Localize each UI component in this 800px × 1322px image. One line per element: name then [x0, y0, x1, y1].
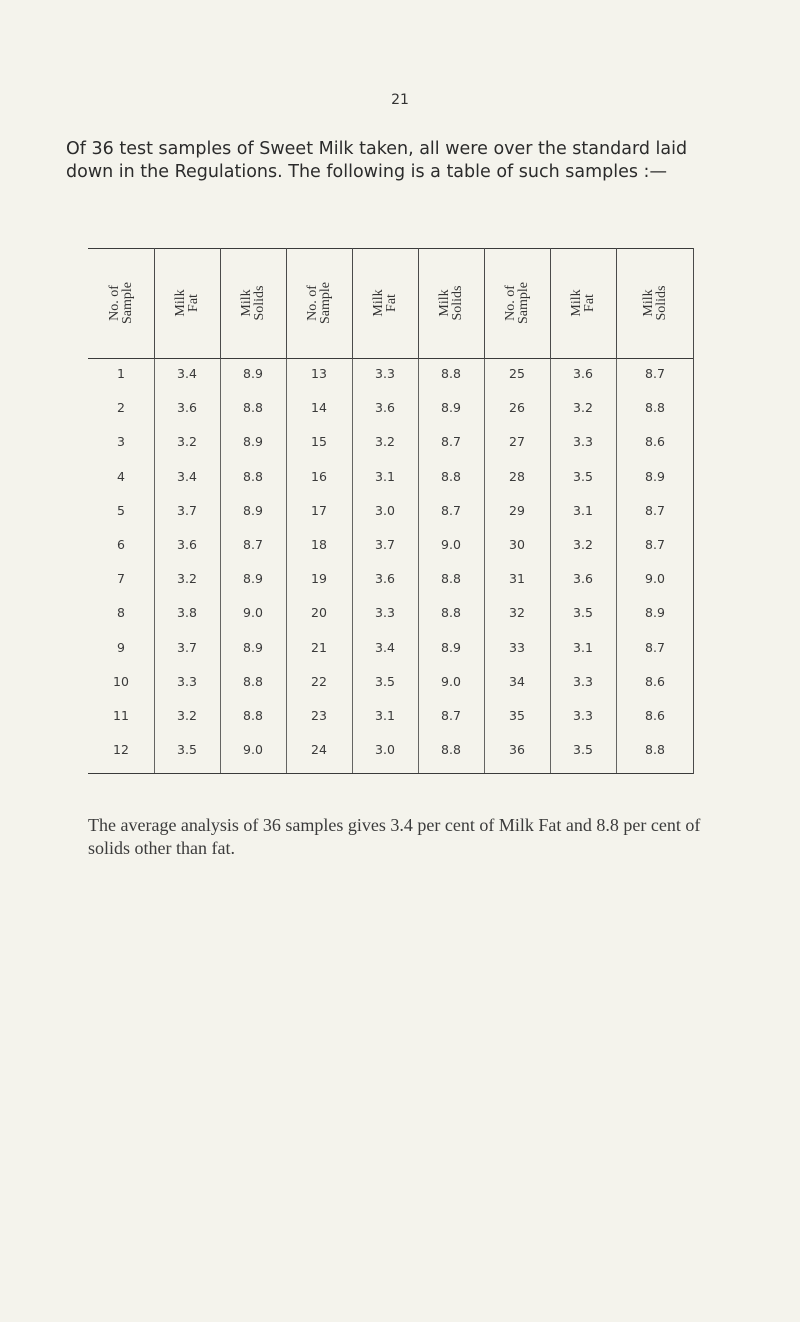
- summary-paragraph: The average analysis of 36 samples gives 3.4 per cent of Milk Fat and 8.8 per cent of solids other than fat.: [88, 815, 701, 858]
- table-cell: 11: [113, 708, 129, 723]
- table-cell: 25: [509, 366, 525, 381]
- table-cell: 3.7: [375, 537, 395, 552]
- column-header-label: Milk Solids: [239, 285, 267, 321]
- table-header-rule: [88, 358, 694, 359]
- table-cell: 3.2: [573, 537, 593, 552]
- table-cell: 14: [311, 400, 327, 416]
- table-cell: 3.1: [573, 502, 593, 518]
- table-cell: 3.7: [177, 502, 197, 518]
- table-cell: 3.2: [177, 434, 197, 450]
- table-cell: 3.6: [375, 400, 395, 416]
- table-cell: 28: [509, 468, 525, 484]
- table-cell: 15: [311, 434, 327, 450]
- column-header: [418, 248, 484, 358]
- table-cell: 3.2: [177, 708, 197, 723]
- table-cell: 8.9: [243, 571, 263, 587]
- table-cell: 8.7: [441, 434, 461, 450]
- column-header: [88, 248, 154, 358]
- table-cell: 23: [311, 708, 327, 723]
- column-header-label: No. of Sample: [305, 282, 333, 324]
- table-cell: 32: [509, 605, 525, 621]
- table-cell: 3.5: [177, 742, 197, 758]
- table-cell: 3.6: [573, 571, 593, 587]
- table-cell: 19: [311, 571, 327, 587]
- milk-samples-table: [88, 248, 694, 774]
- table-cell: 3.3: [375, 605, 395, 621]
- table-cell: 3.6: [573, 366, 593, 381]
- table-cell: 9.0: [441, 537, 461, 552]
- table-cell: 8.6: [645, 708, 665, 723]
- table-cell: 3.3: [573, 708, 593, 723]
- table-cell: 8: [117, 605, 125, 621]
- table-cell: 3.6: [177, 537, 197, 552]
- table-cell: 7: [117, 571, 125, 587]
- table-cell: 3.5: [573, 742, 593, 758]
- table-cell: 3.7: [177, 639, 197, 655]
- column-header-label: No. of Sample: [503, 282, 531, 324]
- table-cell: 3.3: [573, 673, 593, 689]
- table-cell: 8.8: [441, 468, 461, 484]
- table-cell: 24: [311, 742, 327, 758]
- table-cell: 8.7: [441, 502, 461, 518]
- table-cell: 1: [117, 366, 125, 381]
- table-cell: 17: [311, 502, 327, 518]
- table-cell: 3: [117, 434, 125, 450]
- table-cell: 3.2: [573, 400, 593, 416]
- column-header: [286, 248, 352, 358]
- table-cell: 16: [311, 468, 327, 484]
- table-cell: 18: [311, 537, 327, 552]
- table-cell: 3.5: [573, 605, 593, 621]
- table-cell: 8.9: [243, 502, 263, 518]
- table-cell: 8.8: [441, 742, 461, 758]
- table-cell: 30: [509, 537, 525, 552]
- table-cell: 8.8: [441, 571, 461, 587]
- table-cell: 8.7: [645, 537, 665, 552]
- table-cell: 29: [509, 502, 525, 518]
- table-cell: 8.6: [645, 673, 665, 689]
- table-cell: 8.8: [243, 400, 263, 416]
- table-cell: 3.5: [375, 673, 395, 689]
- table-cell: 8.9: [645, 468, 665, 484]
- table-cell: 13: [311, 366, 327, 381]
- table-cell: 3.0: [375, 742, 395, 758]
- table-cell: 3.2: [177, 571, 197, 587]
- table-cell: 9.0: [645, 571, 665, 587]
- table-cell: 6: [117, 537, 125, 552]
- table-cell: 22: [311, 673, 327, 689]
- column-header: [484, 248, 550, 358]
- table-cell: 8.9: [243, 434, 263, 450]
- table-cell: 10: [113, 673, 129, 689]
- table-cell: 8.9: [441, 639, 461, 655]
- table-cell: 27: [509, 434, 525, 450]
- column-header-label: Milk Solids: [641, 285, 669, 321]
- table-cell: 8.9: [645, 605, 665, 621]
- table-cell: 3.8: [177, 605, 197, 621]
- table-cell: 8.9: [441, 400, 461, 416]
- column-header: [550, 248, 616, 358]
- table-cell: 3.3: [375, 366, 395, 381]
- table-cell: 21: [311, 639, 327, 655]
- table-bottom-rule: [88, 773, 694, 774]
- table-cell: 35: [509, 708, 525, 723]
- table-cell: 3.0: [375, 502, 395, 518]
- column-header-label: Milk Solids: [437, 285, 465, 321]
- table-cell: 2: [117, 400, 125, 416]
- table-cell: 3.6: [177, 400, 197, 416]
- table-cell: 26: [509, 400, 525, 416]
- table-cell: 8.7: [645, 502, 665, 518]
- table-cell: 3.2: [375, 434, 395, 450]
- table-cell: 34: [509, 673, 525, 689]
- page-number: 21: [391, 92, 409, 108]
- table-cell: 3.1: [375, 468, 395, 484]
- table-cell: 3.5: [573, 468, 593, 484]
- column-header-label: Milk Fat: [569, 289, 597, 317]
- intro-paragraph: Of 36 test samples of Sweet Milk taken, all were over the standard laid down in the Regulations. The following is a table of such samples :—: [66, 139, 688, 182]
- column-header-label: No. of Sample: [107, 282, 135, 324]
- table-cell: 9.0: [441, 673, 461, 689]
- table-cell: 3.4: [177, 468, 197, 484]
- table-cell: 8.8: [243, 468, 263, 484]
- table-cell: 31: [509, 571, 525, 587]
- table-cell: 8.8: [243, 708, 263, 723]
- table-cell: 3.1: [573, 639, 593, 655]
- column-header: [154, 248, 220, 358]
- table-cell: 9: [117, 639, 125, 655]
- table-cell: 8.7: [243, 537, 263, 552]
- table-cell: 3.3: [177, 673, 197, 689]
- column-header-label: Milk Fat: [173, 289, 201, 317]
- table-cell: 9.0: [243, 605, 263, 621]
- table-cell: 9.0: [243, 742, 263, 758]
- table-cell: 8.9: [243, 366, 263, 381]
- column-header: [616, 248, 694, 358]
- table-cell: 12: [113, 742, 129, 758]
- table-cell: 8.8: [645, 400, 665, 416]
- column-header: [220, 248, 286, 358]
- table-cell: 5: [117, 502, 125, 518]
- table-cell: 3.4: [375, 639, 395, 655]
- table-cell: 36: [509, 742, 525, 758]
- table-cell: 8.8: [441, 366, 461, 381]
- table-cell: 8.8: [645, 742, 665, 758]
- table-cell: 8.8: [243, 673, 263, 689]
- column-header: [352, 248, 418, 358]
- table-cell: 8.7: [645, 366, 665, 381]
- column-header-label: Milk Fat: [371, 289, 399, 317]
- table-cell: 8.7: [645, 639, 665, 655]
- table-cell: 8.9: [243, 639, 263, 655]
- table-cell: 3.4: [177, 366, 197, 381]
- table-cell: 3.1: [375, 708, 395, 723]
- table-cell: 33: [509, 639, 525, 655]
- table-cell: 3.3: [573, 434, 593, 450]
- table-cell: 8.6: [645, 434, 665, 450]
- table-cell: 20: [311, 605, 327, 621]
- table-cell: 3.6: [375, 571, 395, 587]
- table-cell: 8.8: [441, 605, 461, 621]
- table-cell: 8.7: [441, 708, 461, 723]
- table-cell: 4: [117, 468, 125, 484]
